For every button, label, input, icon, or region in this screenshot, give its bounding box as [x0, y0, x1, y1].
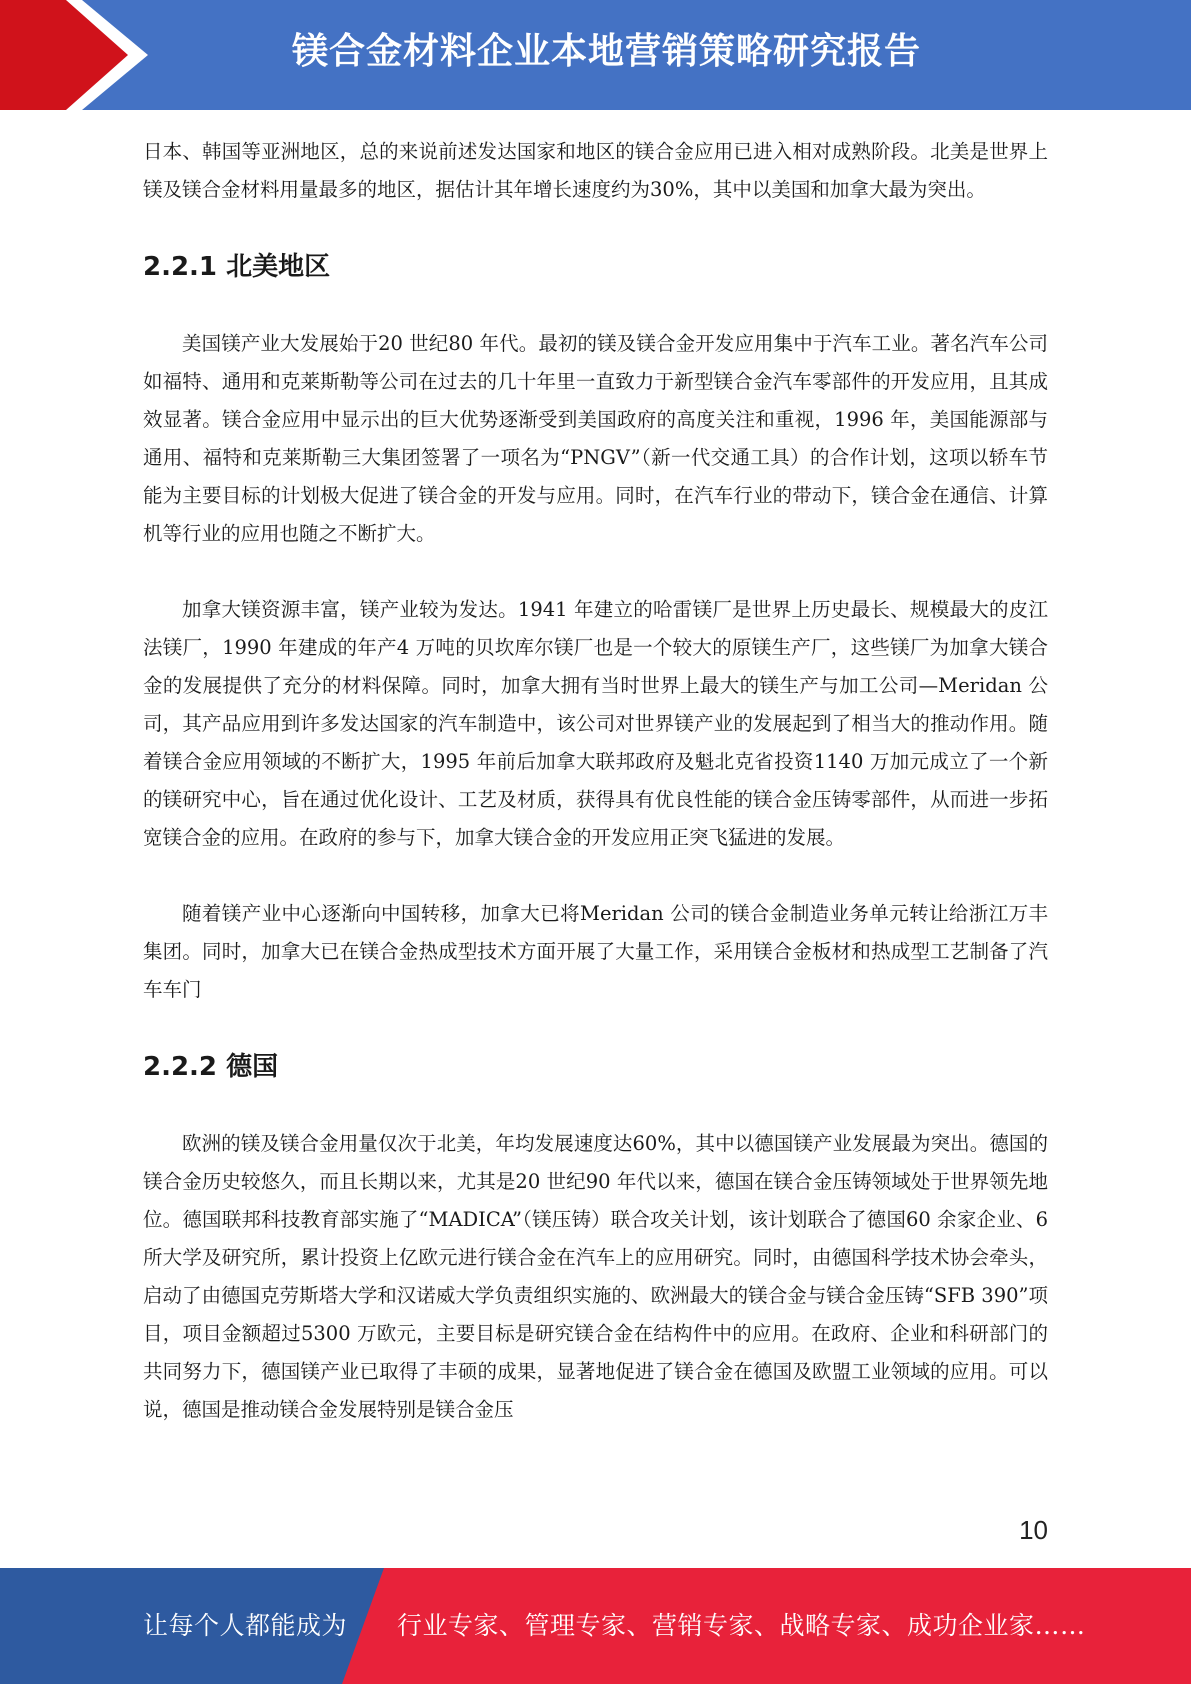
intro-paragraph: 日本、韩国等亚洲地区，总的来说前述发达国家和地区的镁合金应用已进入相对成熟阶段。北美是世界上镁及镁合金材料用量最多的地区，据估计其年增长速度约为30%，其中以美国和加拿大最为突出。	[143, 140, 1048, 201]
paragraph-germany: 欧洲的镁及镁合金用量仅次于北美，年均发展速度达60%，其中以德国镁产业发展最为突出。德国的镁合金历史较悠久，而且长期以来，尤其是20 世纪90 年代以来，德国在镁合金压铸领域处于世界领先地位。德国联邦科技教育部实施了“MADICA”（镁压铸）联合攻关计划，该计划联合了德国60 余家企业、6 所大学及研究所，累计投资上亿欧元进行镁合金在汽车上的应用研究。同时，由德国科学技术协会牵头，启动了由德国克劳斯塔大学和汉诺威大学负责组织实施的、欧洲最大的镁合金与镁合金压铸“SFB 390”项目，项目金额超过5300 万欧元，主要目标是研究镁合金在结构件中的应用。在政府、企业和科研部门的共同努力下，德国镁产业已取得了丰硕的成果，显著地促进了镁合金在德国及欧盟工业领域的应用。可以说，德国是推动镁合金发展特别是镁合金压	[143, 1132, 1048, 1421]
paragraph-canada-transfer: 随着镁产业中心逐渐向中国转移，加拿大已将Meridan 公司的镁合金制造业务单元转让给浙江万丰集团。同时，加拿大已在镁合金热成型技术方面开展了大量工作，采用镁合金板材和热成型工艺制备了汽车车门	[143, 902, 1048, 1001]
section-heading-north-america: 2.2.1 北美地区	[143, 252, 331, 282]
footer-slogan-left: 让每个人都能成为	[143, 1611, 348, 1640]
page-header	[0, 0, 1191, 110]
paragraph-usa: 美国镁产业大发展始于20 世纪80 年代。最初的镁及镁合金开发应用集中于汽车工业。著名汽车公司如福特、通用和克莱斯勒等公司在过去的几十年里一直致力于新型镁合金汽车零部件的开发应用，且其成效显著。镁合金应用中显示出的巨大优势逐渐受到美国政府的高度关注和重视，1996 年，美国能源部与通用、福特和克莱斯勒三大集团签署了一项名为“PNGV”（新一代交通工具）的合作计划，这项以轿车节能为主要目标的计划极大促进了镁合金的开发与应用。同时，在汽车行业的带动下，镁合金在通信、计算机等行业的应用也随之不断扩大。	[143, 332, 1048, 545]
report-title: 镁合金材料企业本地营销策略研究报告	[291, 31, 921, 72]
footer-slogan-right: 行业专家、管理专家、营销专家、战略专家、成功企业家……	[397, 1611, 1086, 1640]
page-number: 10	[1019, 1515, 1048, 1545]
section-heading-germany: 2.2.2 德国	[143, 1052, 279, 1082]
page-footer	[0, 1568, 1191, 1684]
page-content	[143, 133, 1048, 1429]
paragraph-canada: 加拿大镁资源丰富，镁产业较为发达。1941 年建立的哈雷镁厂是世界上历史最长、规模最大的皮江法镁厂，1990 年建成的年产4 万吨的贝坎库尔镁厂也是一个较大的原镁生产厂，这些镁厂为加拿大镁合金的发展提供了充分的材料保障。同时，加拿大拥有当时世界上最大的镁生产与加工公司—Meridan 公司，其产品应用到许多发达国家的汽车制造中，该公司对世界镁产业的发展起到了相当大的推动作用。随着镁合金应用领域的不断扩大，1995 年前后加拿大联邦政府及魁北克省投资1140 万加元成立了一个新的镁研究中心，旨在通过优化设计、工艺及材质，获得具有优良性能的镁合金压铸零部件，从而进一步拓宽镁合金的应用。在政府的参与下，加拿大镁合金的开发应用正突飞猛进的发展。	[143, 598, 1048, 849]
